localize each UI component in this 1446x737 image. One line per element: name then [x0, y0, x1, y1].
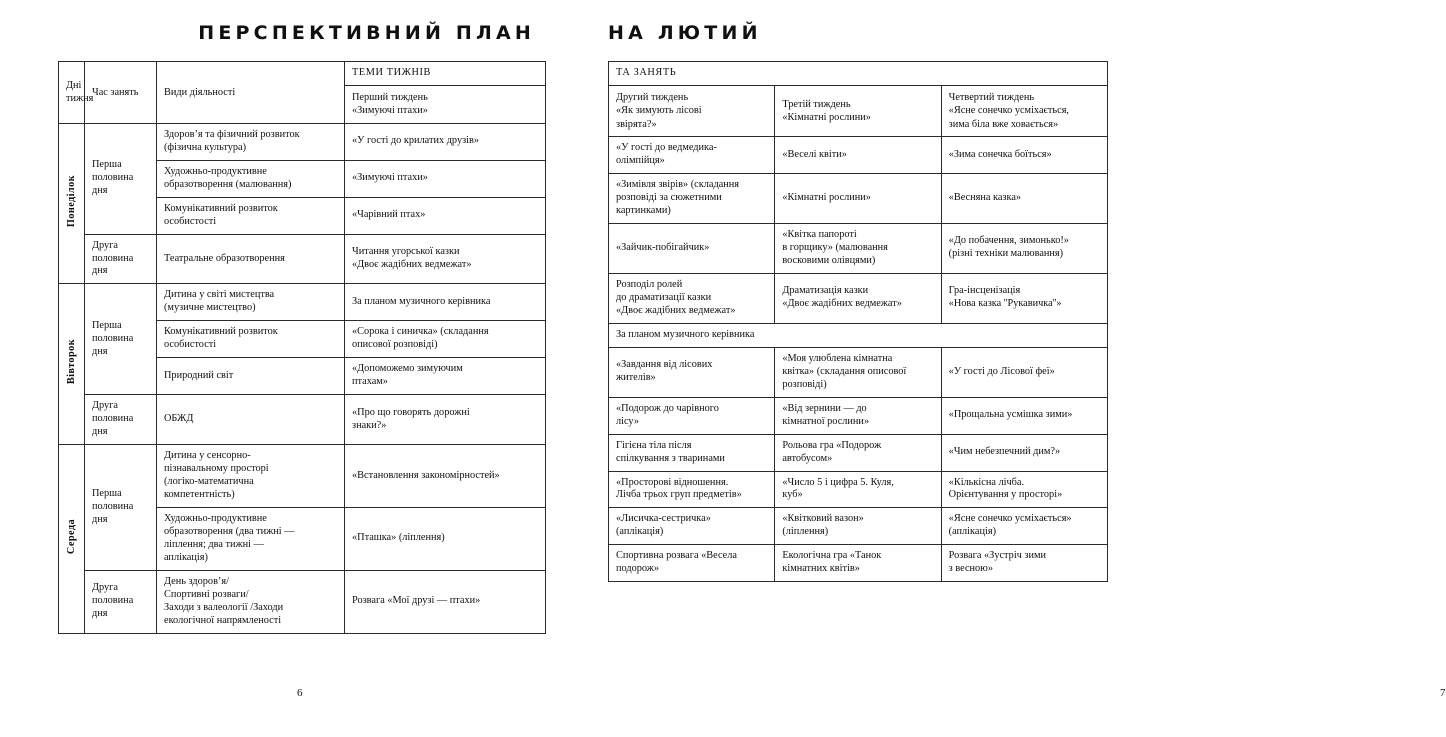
topic-cell: Гігієна тіла після спілкування з тваринами	[609, 434, 775, 471]
activity-cell: ОБЖД	[157, 395, 345, 445]
page-number-left: 6	[297, 687, 303, 699]
table-row	[609, 508, 1108, 545]
table-row	[609, 434, 1108, 471]
activity-cell: Художньо-продуктивне образотворення (малювання)	[157, 160, 345, 197]
header-week-3-line1: Третій тиждень	[782, 98, 851, 110]
perspective-plan-table-right	[608, 61, 1108, 582]
half-day-line2: половина дня	[92, 172, 134, 197]
topic-cell: «Моя улюблена кімнатна квітка» (складання описової розповіді)	[775, 347, 941, 397]
half-day-line2: половина дня	[92, 413, 134, 438]
table-header-row-banner	[609, 62, 1108, 86]
topic-cell: «У гості до Лісової феї»	[941, 347, 1107, 397]
topic-cell: «Лисичка-сестричка» (аплікація)	[609, 508, 775, 545]
header-week-4-line2: «Ясне сонечко усміхається,	[948, 105, 1070, 117]
half-day-line1: Друга	[92, 582, 118, 594]
topic-cell: «Від зернини — до кімнатної рослини»	[775, 397, 941, 434]
topic-cell: Екологічна гра «Танок кімнатних квітів»	[775, 545, 941, 582]
topic-cell: «Число 5 і цифра 5. Куля, куб»	[775, 471, 941, 508]
topic-cell: Розвага «Мої друзі — птахи»	[345, 570, 546, 633]
day-label: Понеділок	[66, 175, 77, 228]
topic-cell: «Чарівний птах»	[345, 197, 546, 234]
half-day-cell	[85, 284, 157, 395]
table-row	[609, 471, 1108, 508]
topic-cell: «Ясне сонечко усміхається» (аплікація)	[941, 508, 1107, 545]
day-label-cell	[59, 445, 85, 634]
activity-cell: Комунікативний розвиток особистості	[157, 197, 345, 234]
activity-cell: День здоров’я/ Спортивні розваги/ Заходи з валеології /Заходи екологічної напрямленості	[157, 570, 345, 633]
topic-cell: «У гості до крилатих друзів»	[345, 123, 546, 160]
half-day-cell	[85, 395, 157, 445]
header-week-3	[775, 85, 941, 136]
topic-cell: «Встановлення закономірностей»	[345, 445, 546, 508]
header-week-1-line1: Перший тиждень	[352, 91, 428, 103]
header-week-4	[941, 85, 1107, 136]
table-row	[609, 397, 1108, 434]
table-header-row-banner	[59, 62, 546, 86]
header-week-4-line3: зима біла вже ховається»	[948, 118, 1059, 130]
header-week-1-line2: «Зимуючі птахи»	[352, 105, 428, 117]
topic-cell: Гра-інсценізація «Нова казка ''Рукавичка''»	[941, 273, 1107, 323]
header-days	[59, 62, 94, 124]
header-themes-banner: ТЕМИ ТИЖНІВ	[345, 62, 546, 86]
table-row	[609, 273, 1108, 323]
table-row	[609, 347, 1108, 397]
topic-cell: Розподіл ролей до драматизації казки «Двоє жадібних ведмежат»	[609, 273, 775, 323]
table-row	[59, 234, 546, 284]
topic-cell: «Сорока і синичка» (складання описової розповіді)	[345, 321, 546, 358]
page-right	[581, 0, 1446, 737]
half-day-line1: Друга	[92, 400, 118, 412]
header-week-4-line1: Четвертий тиждень	[948, 91, 1035, 103]
table-row	[609, 174, 1108, 224]
topic-cell: «Кімнатні рослини»	[775, 174, 941, 224]
page-title-right: НА ЛЮТИЙ	[608, 22, 762, 44]
half-day-line1: Перша	[92, 488, 122, 500]
table-row	[59, 395, 546, 445]
day-label-cell	[59, 123, 85, 284]
topic-cell: «Квітка папороті в горщику» (малювання восковими олівцями)	[775, 223, 941, 273]
header-themes-banner-continued: ТА ЗАНЯТЬ	[609, 62, 1108, 86]
topic-cell: Спортивна розвага «Весела подорож»	[609, 545, 775, 582]
half-day-cell	[85, 234, 157, 284]
topic-cell: «Кількісна лічба. Орієнтування у просторі»	[941, 471, 1107, 508]
day-label: Вівторок	[66, 339, 77, 385]
header-activities: Види діяльності	[157, 62, 345, 124]
topic-cell: «Допоможемо зимуючим птахам»	[345, 358, 546, 395]
table-header-row-weeks	[609, 85, 1108, 136]
topic-cell: «Зимівля звірів» (складання розповіді за сюжетними картинками)	[609, 174, 775, 224]
topic-cell: «Просторові відношення. Лічба трьох груп предметів»	[609, 471, 775, 508]
page-title-left: ПЕРСПЕКТИВНИЙ ПЛАН	[198, 22, 535, 44]
day-label: Середа	[66, 518, 77, 555]
topic-cell: «Подорож до чарівного лісу»	[609, 397, 775, 434]
header-week-2-line3: звірята?»	[616, 118, 657, 130]
table-row	[609, 545, 1108, 582]
table-row	[59, 445, 546, 508]
table-row-span	[609, 323, 1108, 347]
page-number-right: 7	[1440, 687, 1446, 699]
half-day-line1: Друга	[92, 239, 118, 251]
right-table-body	[609, 62, 1108, 582]
header-week-2	[609, 85, 775, 136]
half-day-line1: Перша	[92, 159, 122, 171]
topic-cell: «Зимуючі птахи»	[345, 160, 546, 197]
header-time: Час занять	[85, 62, 157, 124]
activity-cell: Театральне образотворення	[157, 234, 345, 284]
topic-cell: Драматизація казки «Двоє жадібних ведмежат»	[775, 273, 941, 323]
topic-cell: Читання угорської казки «Двоє жадібних ведмежат»	[345, 234, 546, 284]
half-day-cell	[85, 123, 157, 234]
perspective-plan-table-left	[58, 61, 546, 634]
topic-cell: «Завдання від лісових жителів»	[609, 347, 775, 397]
half-day-line2: половина дня	[92, 252, 134, 277]
topic-cell: «Чим небезпечний дим?»	[941, 434, 1107, 471]
activity-cell: Дитина у сенсорно- пізнавальному просторі (логіко-математична компетентність)	[157, 445, 345, 508]
topic-cell: «Квітковий вазон» (ліплення)	[775, 508, 941, 545]
topic-cell: «Прощальна усмішка зими»	[941, 397, 1107, 434]
header-week-2-line1: Другий тиждень	[616, 91, 689, 103]
activity-cell: Природний світ	[157, 358, 345, 395]
topic-cell: «До побачення, зимонько!» (різні техніки малювання)	[941, 223, 1107, 273]
day-label-cell	[59, 284, 85, 445]
half-day-line2: половина дня	[92, 332, 134, 357]
header-week-1	[345, 85, 546, 123]
half-day-line1: Перша	[92, 319, 122, 331]
activity-cell: Художньо-продуктивне образотворення (два тижні — ліплення; два тижні — аплікація)	[157, 508, 345, 571]
music-director-note: За планом музичного керівника	[609, 323, 1108, 347]
table-row	[59, 570, 546, 633]
table-row	[59, 284, 546, 321]
topic-cell: «Про що говорять дорожні знаки?»	[345, 395, 546, 445]
half-day-cell	[85, 570, 157, 633]
topic-cell: «Пташка» (ліплення)	[345, 508, 546, 571]
header-days-line1: Дні	[66, 79, 82, 91]
activity-cell: Здоров’я та фізичний розвиток (фізична культура)	[157, 123, 345, 160]
topic-cell: Розвага «Зустріч зими з весною»	[941, 545, 1107, 582]
header-week-2-line2: «Як зимують лісові	[616, 105, 702, 117]
table-row	[609, 223, 1108, 273]
topic-cell: «Зима сонечка боїться»	[941, 137, 1107, 174]
topic-cell: Рольова гра «Подорож автобусом»	[775, 434, 941, 471]
activity-cell: Комунікативний розвиток особистості	[157, 321, 345, 358]
half-day-line2: половина дня	[92, 501, 134, 526]
topic-cell: «Зайчик-побігайчик»	[609, 223, 775, 273]
header-week-3-line2: «Кімнатні рослини»	[782, 112, 871, 124]
page-left	[0, 0, 581, 737]
header-days-line2: тижня	[66, 93, 94, 105]
topic-cell: «Весняна казка»	[941, 174, 1107, 224]
half-day-line2: половина дня	[92, 595, 134, 620]
left-table-body	[59, 62, 546, 634]
half-day-cell	[85, 445, 157, 571]
activity-cell: Дитина у світі мистецтва (музичне мистецтво)	[157, 284, 345, 321]
topic-cell: «Веселі квіти»	[775, 137, 941, 174]
topic-cell: «У гості до ведмедика- олімпійця»	[609, 137, 775, 174]
table-row	[609, 137, 1108, 174]
table-row	[59, 123, 546, 160]
topic-cell: За планом музичного керівника	[345, 284, 546, 321]
